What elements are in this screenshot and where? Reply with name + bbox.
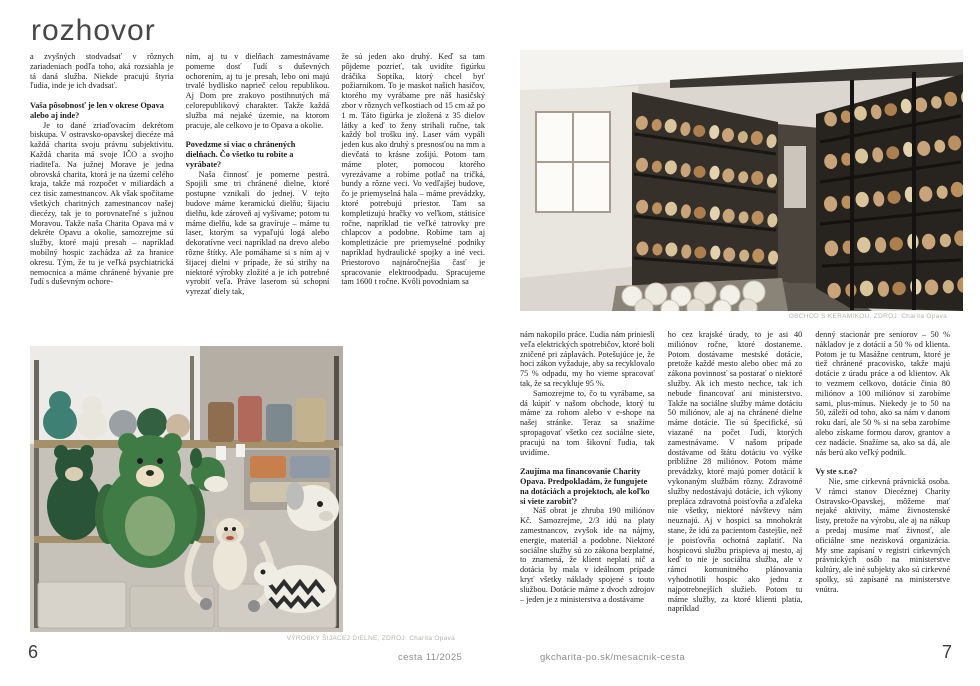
question-heading: Povedzme si viac o chránených dielňach. Čo všetko tu robíte a vyrábate? [185,140,296,169]
text-column [815,330,950,652]
photo-caption: VÝROBKY ŠIJACEJ DIELNE, ZDROJ: Charita Opava [286,635,455,642]
body-paragraph: Náš obrat je zhruba 190 miliónov Kč. Samozrejme, 2/3 idú na platy zamestnancov, zvyšok ide na nájmy, energie, materiál a podobne. Niektoré sociálne služby sú zo zákona bezplatné, to znamená, že klient neplatí nič a dotácia by mala v ideálnom prípade kryť všetky náklady spojené s touto službou. Dotácie máme z dvoch zdrojov – jeden je z ministerstva a dostávame [520,506,655,604]
body-paragraph: a zvyšných stodvadsať v rôznych zariadeniach podľa toho, aká rozsiahla je tá daná služba. Niekde pracujú štyria ľudia, inde je ich dvadsať. [30,52,174,91]
body-paragraph: Naša činnosť je pomerne pestrá. Spojili sme tri chránené dielne, ktoré postupne vznikali do jednej. V tejto budove máme keramickú dielňu; šijaciu dielňu, kde zároveň aj vyšívame; potom tu máme dielňu, kde sa gravíruje – máme tu laser, ktorým sa vypaľujú logá alebo dekoratívne veci napríklad na drevo alebo rôzne štítky. Ale pomáhame si s ním aj v šijacej dielni v prípade, že sú strihy na niektoré výrobky zložité a je ich potrebné vyrobiť veľa. Práve laserom sú schopní vyrezať diely tak, [185,169,330,297]
right-page-columns [520,330,950,652]
body-paragraph: nám nakopilo práce. Ľudia nám priniesli veľa elektrických spotrebičov, ktoré boli zničené pri záplavách. Potešujúce je, že hoci zákon vyžaduje, aby sa recyklovalo 75 % odpadu, my ho vieme spracovať tak, že sa recykluje 95 %. [520,330,655,388]
body-paragraph: denný stacionár pre seniorov – 50 % nákladov je z dotácií a 50 % od klienta. Potom je tu Masážne centrum, ktoré je tiež chránené pracovisko, takže majú dotácie z úradu práce a od klientov. Ak to vezmem celkovo, dotácie činia 80 miliónov a 100 miliónov si zarobíme sami, plus-mínus. Niekedy je to 50 na 50, záleží od toho, ako sa nám v danom roku darí, ale 50 % si na seba zarobíme alebo získame formou darov, grantov a cez nadácie. Snažíme sa, ako sa dá, ale nás berú ako veľký podnik. [815,330,950,457]
body-paragraph: Nie, sme cirkevná právnická osoba. V rámci stanov Diecéznej Charity Ostravsko-Opavskej, môžeme mať nejaké aktivity, máme živnostenské listy, pretože na výrobu, ale aj na nákup a predaj musíme mať živnosť, ale oficiálne sme nezisková organizácia. My sme zapísaní v registri cirkevných právnických osôb na ministerstve kultúry, ale iné subjekty ako sú cirkevné spolky, sú zapísané na ministerstve vnútra. [815,476,950,594]
body-paragraph: Samozrejme to, čo tu vyrábame, sa dá kúpiť v našom obchode, ktorý tu máme za rohom alebo v e-shope na našej stránke. Teraz sa snažíme spropagovať všetko cez sociálne siete, pracujú na tom šikovní ľudia, tak uvidíme. [520,388,655,457]
text-column [520,330,655,652]
question-heading: Zaujíma ma financovanie Charity Opava. Predpokladám, že fungujete na dotáciách a projektoch, ale koľko si viete zarobiť? [520,467,650,506]
page-number-right: 7 [942,642,953,662]
body-paragraph: že sú jeden ako druhý. Keď sa tam pôjdeme pozrieť, tak uvidíte figúrku dráčika Soptíka, ktorý chcel byť požiarnikom. To je maskot našich hasičov, ktorého my vyrábame pre náš hasičský zbor v rôznych veľkostiach od 15 cm až po 1 m. Táto figúrka je zložená z 35 dielov látky a keď to ženy strihali ručne, tak každý bol trošku iný. Laser vám vypáli jeden kus ako druhý s presnosťou na mm a dievčatá to krásne zošijú. Potom tam máme ploter, pomocou ktorého vyrezávame a robíme potlač na tričká, bundy a rôzne veci. Vo vedľajšej budove, čo je priemyselná hala – máme prevádzky, ktoré potrebujú priestor. Tam sa kompletizujú hračky vo veľkom, státisíce ročne, napríklad tie veľké tatrovky pre chlapcov a podobne. Robíme tam aj kompletizácie pre priemyselné podniky napríklad hydraulické spojky a iné veci. Priestorovo najnáročnejšia časť je spracovanie elektroodpadu. Spracujeme tam 1600 t ročne. Kvôli povodniam sa [341,52,485,287]
page-number-left: 6 [28,642,39,662]
ceramics-shop-illustration [520,50,963,311]
question-heading: Vaša pôsobnosť je len v okrese Opava alebo aj inde? [30,100,164,120]
text-column [30,52,174,345]
text-column [668,330,803,652]
text-column [186,52,330,345]
plush-toys-illustration [30,346,343,632]
body-paragraph: Je to dané zriaďovacím dekrétom biskupa. V ostravsko-opavskej diecéze má každá charita svoju právnu subjektivitu. Každá charita má svoje IČO a svojho riaditeľa. Na južnej Morave je jedna obrovská charita, ktorá je na území celého kraja, takže má rozpočet v miliardách a cez tisíc zamestnancov. Ak však spočítame všetkých charitných zamestnancov našej diecézy, tak je to porovnateľné s južnou Moravou. Takže naša Charita Opava má v dekréte Opavu a okolie, samozrejme sú služby, ktoré majú presah – napríklad mobilný hospic zachádza až za hranice okresu. Tým, že tu je veľká psychiatrická nemocnica a máme chránené bývanie pre ľudí s duševným ochore- [30,120,174,287]
photo-caption: OBCHOD S KERAMIKOU, ZDROJ: Charita Opava [788,313,947,320]
left-page-columns [30,52,485,345]
magazine-issue-footer: cesta 11/2025 [398,652,463,663]
website-footer: gkcharita-po.sk/mesacnik-cesta [540,652,686,663]
sewing-workshop-products-photo [30,346,343,632]
body-paragraph: ním, aj tu v dielňach zamestnávame pomerne dosť ľudí s duševných ochorením, aj tu je presah, lebo oni majú trvalé bydlisko naprieč celou republikou. Aj Dom pre zrakovo postihnutých má celorepublikový charakter. Takže každá služba má nejaké územie, na ktorom pracuje, ale celkovo je to Opava a okolie. [185,52,330,130]
question-heading: Vy ste s.r.o? [815,467,858,477]
body-paragraph: ho cez krajské úrady, to je asi 40 miliónov ročne, ktoré dostaneme. Potom dostávame mestské dotácie, pretože každé mesto alebo obec má zo zákona povinnosť sa postarať o niektoré služby. Ak ich mesto nechce, tak ich nebude financovať ani ministerstvo. Takže na sociálne služby máme dotáciu 50 miliónov, ale aj na chránené dielne máme dotácie. Tie sú špecifické, sú viazané na počet ľudí, ktorých zamestnávame. V našom prípade dostávame od štátu dotáciu vo výške približne 28 miliónov. Potom máme prevádzky, ktoré majú pomer dotácií k vykonaným službám rôzny. Zdravotné služby nedostávajú dotácie, ich výkony prepláca zdravotná poisťovňa a zďaleka nie všetky, niektoré návštevy nám neuznajú. Aj v hospici sa mnohokrát stane, že idú za pacientom častejšie, než je poisťovňa ochotná zaplatiť. Na hospicovú službu prispieva aj mesto, aj keď to nie je sociálna služba, ale v rámci komunitného plánovania vyhodnotili hospic ako jednu z najpotrebnejších služieb. Potom tu máme služby, za ktoré klienti platia, napríklad [667,330,803,614]
text-column [341,52,485,345]
ceramics-shop-photo [520,50,963,311]
section-title: rozhovor [31,14,156,47]
